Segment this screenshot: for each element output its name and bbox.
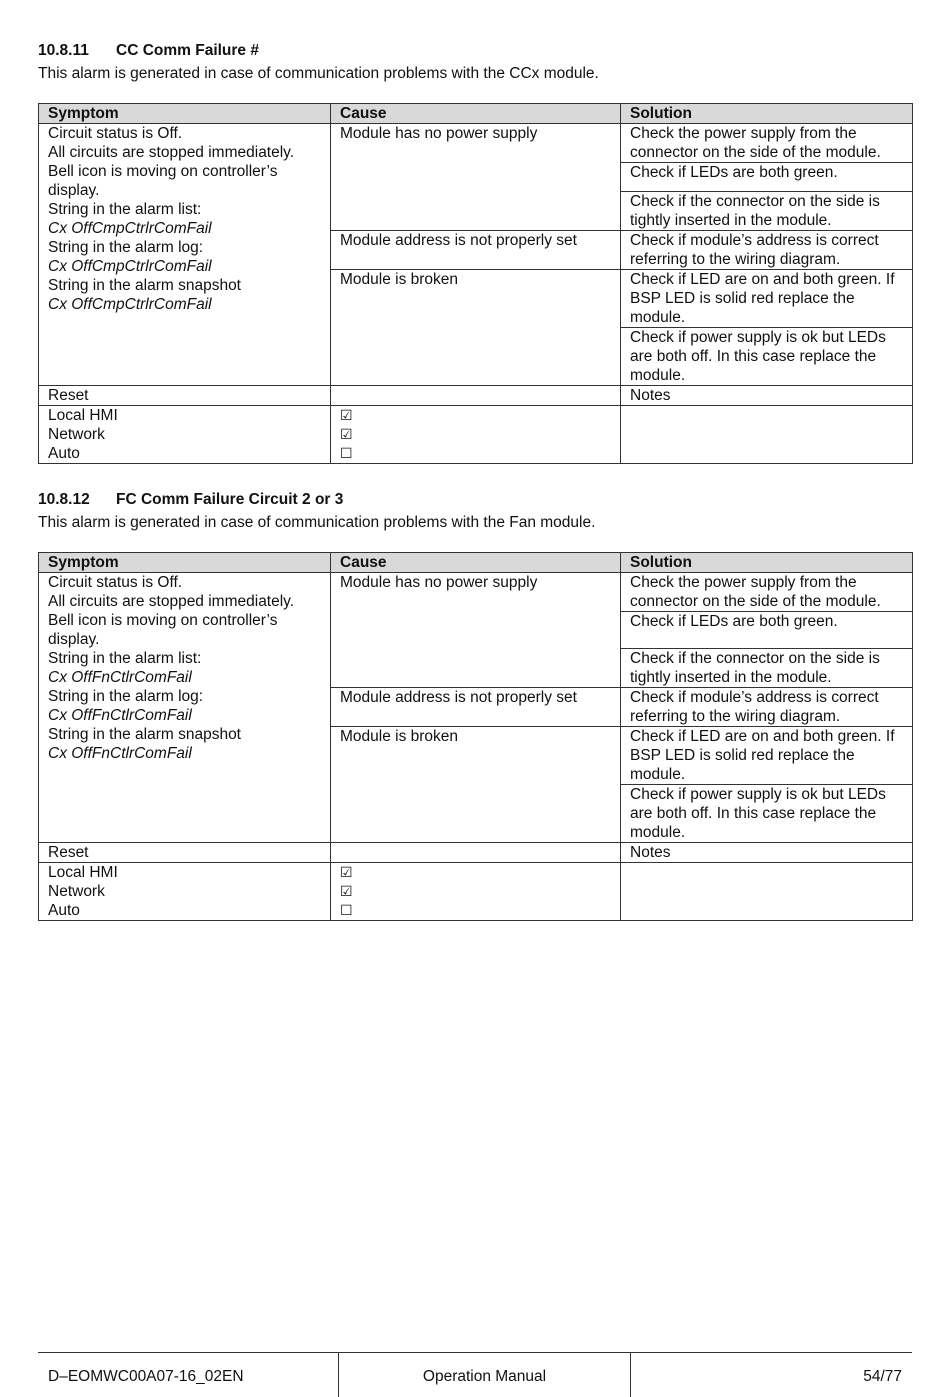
solution-cell: Check if the connector on the side is tightly inserted in the module. xyxy=(621,649,913,688)
section-10-8-12 xyxy=(38,488,912,919)
reset-checkbox-cell xyxy=(331,863,621,921)
symptom-line: Circuit status is Off. xyxy=(48,125,183,142)
checked-box-icon: ☑ xyxy=(340,426,353,442)
solution-cell: Check the power supply from the connector on the side of the module. xyxy=(621,573,913,612)
footer-page-number: 54/77 xyxy=(863,1368,902,1385)
reset-modes-cell xyxy=(39,406,331,464)
reset-row xyxy=(39,386,913,406)
solution-cell: Check if LEDs are both green. xyxy=(621,612,913,649)
solution-cell: Check if power supply is ok but LEDs are both off. In this case replace the module. xyxy=(621,785,913,843)
section-number: 10.8.12 xyxy=(38,491,90,508)
solution-cell: Check the power supply from the connector on the side of the module. xyxy=(621,124,913,163)
section-intro: This alarm is generated in case of communication problems with the Fan module. xyxy=(38,514,596,531)
header-symptom: Symptom xyxy=(39,104,331,124)
symptom-line: String in the alarm log: xyxy=(48,688,204,705)
header-cause: Cause xyxy=(331,553,621,573)
checked-box-icon: ☑ xyxy=(340,407,353,423)
symptom-cell xyxy=(39,124,331,386)
checked-box-icon: ☑ xyxy=(340,864,353,880)
symptom-line: String in the alarm snapshot xyxy=(48,726,241,743)
header-symptom: Symptom xyxy=(39,553,331,573)
reset-mode-auto: Auto xyxy=(48,445,80,462)
header-cause: Cause xyxy=(331,104,621,124)
alarm-string: Cx OffCmpCtrlrComFail xyxy=(48,296,212,313)
symptom-line: String in the alarm list: xyxy=(48,201,202,218)
notes-cell xyxy=(621,863,913,921)
header-solution: Solution xyxy=(621,104,913,124)
section-10-8-11 xyxy=(38,39,912,462)
solution-cell: Check if module’s address is correct referring to the wiring diagram. xyxy=(621,688,913,727)
solution-cell: Check if power supply is ok but LEDs are both off. In this case replace the module. xyxy=(621,328,913,386)
alarm-string: Cx OffFnCtlrComFail xyxy=(48,669,192,686)
section-title: FC Comm Failure Circuit 2 or 3 xyxy=(116,491,344,508)
alarm-table xyxy=(38,552,913,921)
reset-label: Reset xyxy=(39,386,331,406)
reset-mode-local-hmi: Local HMI xyxy=(48,864,118,881)
notes-cell xyxy=(621,406,913,464)
reset-modes-row xyxy=(39,406,913,464)
symptom-line: All circuits are stopped immediately. xyxy=(48,593,295,610)
symptom-line: String in the alarm snapshot xyxy=(48,277,241,294)
table-header-row xyxy=(39,553,913,573)
symptom-line: All circuits are stopped immediately. xyxy=(48,144,295,161)
section-heading xyxy=(38,39,912,63)
reset-mode-local-hmi: Local HMI xyxy=(48,407,118,424)
solution-cell: Check if LEDs are both green. xyxy=(621,163,913,192)
notes-label: Notes xyxy=(621,843,913,863)
reset-empty-cell xyxy=(331,386,621,406)
cause-cell: Module has no power supply xyxy=(331,124,621,231)
reset-mode-network: Network xyxy=(48,426,105,443)
table-row xyxy=(39,124,913,163)
reset-checkbox-cell xyxy=(331,406,621,464)
header-solution: Solution xyxy=(621,553,913,573)
page-footer xyxy=(38,1352,912,1397)
cause-cell: Module address is not properly set xyxy=(331,231,621,270)
notes-label: Notes xyxy=(621,386,913,406)
solution-cell: Check if the connector on the side is tightly inserted in the module. xyxy=(621,192,913,231)
section-title: CC Comm Failure # xyxy=(116,42,259,59)
checked-box-icon: ☑ xyxy=(340,883,353,899)
symptom-line: Bell icon is moving on controller’s display. xyxy=(48,163,278,199)
solution-cell: Check if LED are on and both green. If BSP LED is solid red replace the module. xyxy=(621,727,913,785)
footer-doc-code: D–EOMWC00A07-16_02EN xyxy=(38,1353,339,1397)
alarm-string: Cx OffFnCtlrComFail xyxy=(48,707,192,724)
reset-mode-network: Network xyxy=(48,883,105,900)
reset-empty-cell xyxy=(331,843,621,863)
solution-cell: Check if module’s address is correct referring to the wiring diagram. xyxy=(621,231,913,270)
reset-modes-cell xyxy=(39,863,331,921)
alarm-string: Cx OffCmpCtrlrComFail xyxy=(48,258,212,275)
table-row xyxy=(39,573,913,612)
reset-modes-row xyxy=(39,863,913,921)
empty-box-icon: ☐ xyxy=(340,902,353,918)
footer-doc-type: Operation Manual xyxy=(339,1353,631,1397)
section-heading xyxy=(38,488,912,512)
alarm-string: Cx OffFnCtlrComFail xyxy=(48,745,192,762)
cause-cell: Module address is not properly set xyxy=(331,688,621,727)
reset-mode-auto: Auto xyxy=(48,902,80,919)
cause-cell: Module has no power supply xyxy=(331,573,621,688)
empty-box-icon: ☐ xyxy=(340,445,353,461)
symptom-line: String in the alarm log: xyxy=(48,239,204,256)
symptom-line: String in the alarm list: xyxy=(48,650,202,667)
cause-cell: Module is broken xyxy=(331,270,621,386)
section-number: 10.8.11 xyxy=(38,42,89,59)
table-header-row xyxy=(39,104,913,124)
alarm-table xyxy=(38,103,913,464)
symptom-cell xyxy=(39,573,331,843)
reset-row xyxy=(39,843,913,863)
section-intro: This alarm is generated in case of communication problems with the CCx module. xyxy=(38,65,599,82)
cause-cell: Module is broken xyxy=(331,727,621,843)
reset-label: Reset xyxy=(39,843,331,863)
solution-cell: Check if LED are on and both green. If BSP LED is solid red replace the module. xyxy=(621,270,913,328)
symptom-line: Circuit status is Off. xyxy=(48,574,183,591)
alarm-string: Cx OffCmpCtrlrComFail xyxy=(48,220,212,237)
symptom-line: Bell icon is moving on controller’s display. xyxy=(48,612,278,648)
